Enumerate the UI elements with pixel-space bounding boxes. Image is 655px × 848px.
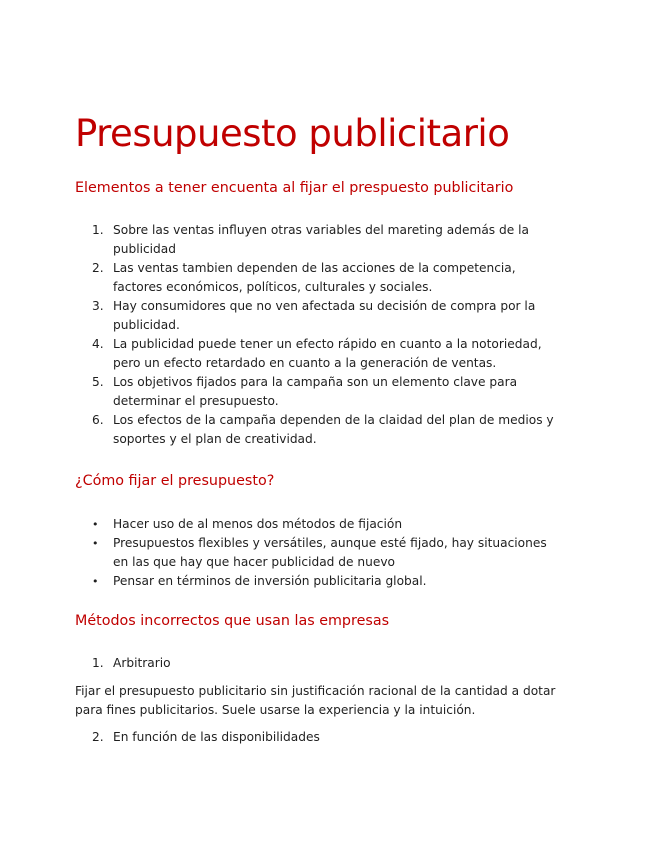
list-item <box>75 534 565 572</box>
numbered-list-metodos-2 <box>75 728 565 747</box>
bullet-marker: • <box>92 518 99 531</box>
list-marker: 6. <box>92 413 104 427</box>
list-item-text: Los efectos de la campaña dependen de la claidad del plan de medios y soportes y el plan de creatividad. <box>113 413 554 446</box>
bullet-marker: • <box>92 537 99 550</box>
list-item-text: La publicidad puede tener un efecto rápido en cuanto a la notoriedad, pero un efecto retardado en cuanto a la generación de ventas. <box>113 337 542 370</box>
list-item <box>75 654 565 673</box>
list-marker: 1. <box>92 223 104 237</box>
list-item-text: Arbitrario <box>113 656 171 670</box>
list-item-text: Pensar en términos de inversión publicitaria global. <box>113 574 427 588</box>
list-marker: 4. <box>92 337 104 351</box>
list-item-text: Sobre las ventas influyen otras variables del mareting además de la publicidad <box>113 223 529 256</box>
section-heading-metodos: Métodos incorrectos que usan las empresas <box>75 613 390 629</box>
list-marker: 3. <box>92 299 104 313</box>
list-item <box>75 728 565 747</box>
section-heading-como-fijar: ¿Cómo fijar el presupuesto? <box>75 473 275 489</box>
page-title: Presupuesto publicitario <box>75 112 510 155</box>
list-marker: 1. <box>92 656 104 670</box>
list-marker: 5. <box>92 375 104 389</box>
bullet-marker: • <box>92 575 99 588</box>
list-item-text: Hay consumidores que no ven afectada su decisión de compra por la publicidad. <box>113 299 536 332</box>
list-item-text: En función de las disponibilidades <box>113 730 320 744</box>
list-item <box>75 373 565 411</box>
list-item <box>75 335 565 373</box>
list-item-text: Las ventas tambien dependen de las acciones de la competencia, factores económicos, políticos, culturales y sociales. <box>113 261 516 294</box>
list-item-text: Presupuestos flexibles y versátiles, aunque esté fijado, hay situaciones en las que hay que hacer publicidad de nuevo <box>113 536 547 569</box>
list-item-text: Los objetivos fijados para la campaña son un elemento clave para determinar el presupuesto. <box>113 375 518 408</box>
bullet-list-como-fijar <box>75 515 565 591</box>
list-marker: 2. <box>92 730 104 744</box>
list-item <box>75 259 565 297</box>
list-marker: 2. <box>92 261 104 275</box>
body-paragraph: Fijar el presupuesto publicitario sin justificación racional de la cantidad a dotar para fines publicitarios. Suele usarse la experiencia y la intuición. <box>75 684 556 717</box>
numbered-list-elementos <box>75 221 565 449</box>
section-heading-elementos: Elementos a tener encuenta al fijar el prespuesto publicitario <box>75 180 514 196</box>
list-item <box>75 515 565 534</box>
list-item <box>75 572 565 591</box>
list-item <box>75 221 565 259</box>
list-item-text: Hacer uso de al menos dos métodos de fijación <box>113 517 403 531</box>
numbered-list-metodos-1 <box>75 654 565 673</box>
list-item <box>75 297 565 335</box>
list-item <box>75 411 565 449</box>
